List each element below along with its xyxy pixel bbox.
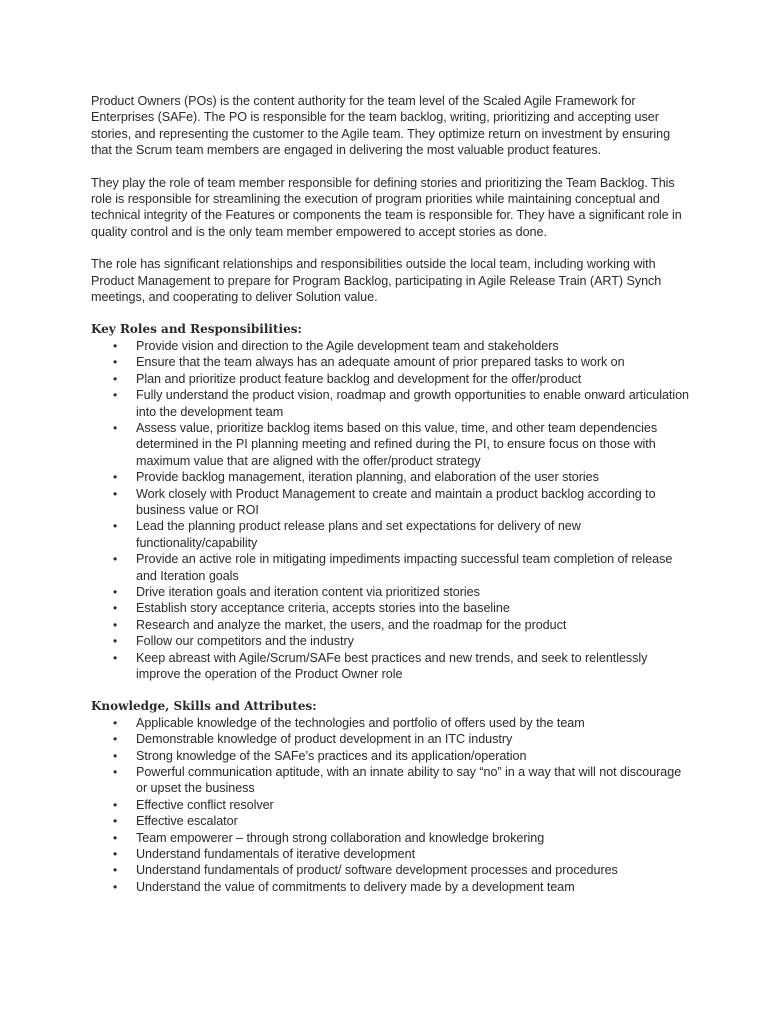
list-item: [91, 764, 691, 797]
bullet-icon: •: [113, 797, 118, 812]
bullet-icon: •: [113, 355, 118, 370]
list-item-text: Demonstrable knowledge of product development in an ITC industry: [136, 732, 513, 747]
list-item: [91, 551, 691, 584]
list-item-text: Understand fundamentals of product/ software development processes and procedures: [136, 863, 618, 878]
list-item-text: Powerful communication aptitude, with an innate ability to say “no” in a way that will not discourage or upset the business: [136, 765, 682, 796]
list-item: [91, 420, 691, 469]
key-roles-list: [91, 338, 691, 683]
document-page: [91, 93, 691, 911]
bullet-icon: •: [113, 814, 118, 829]
intro-paragraph-2: They play the role of team member responsible for defining stories and prioritizing the Team Backlog. This role is responsible for streamlining the execution of program priorities while maintaining conceptual and technical integrity of the Features or components the team is responsible for. They have a significant role in quality control and is the only team member empowered to accept stories as done.: [91, 175, 682, 239]
list-item: [91, 371, 691, 387]
bullet-icon: •: [113, 519, 118, 534]
bullet-icon: •: [113, 830, 118, 845]
bullet-icon: •: [113, 879, 118, 894]
list-item: [91, 338, 691, 354]
list-item: [91, 633, 691, 649]
bullet-icon: •: [113, 715, 118, 730]
key-roles-heading: Key Roles and Responsibilities:: [91, 322, 302, 337]
list-item-text: Team empowerer – through strong collaboration and knowledge brokering: [136, 830, 545, 845]
bullet-icon: •: [113, 470, 118, 485]
bullet-icon: •: [113, 748, 118, 763]
list-item-text: Understand fundamentals of iterative development: [136, 847, 416, 862]
list-item: [91, 879, 691, 895]
list-item-text: Ensure that the team always has an adequate amount of prior prepared tasks to work on: [136, 355, 625, 370]
bullet-icon: •: [113, 584, 118, 599]
list-item: [91, 813, 691, 829]
bullet-icon: •: [113, 765, 118, 780]
list-item-text: Fully understand the product vision, roadmap and growth opportunities to enable onward articulation into the development team: [136, 388, 690, 419]
list-item-text: Assess value, prioritize backlog items based on this value, time, and other team dependencies determined in the PI planning meeting and refined during the PI, to ensure focus on those with maximum value that are aligned with the offer/product strategy: [136, 420, 658, 468]
bullet-icon: •: [113, 338, 118, 353]
bullet-icon: •: [113, 388, 118, 403]
list-item: [91, 715, 691, 731]
bullet-icon: •: [113, 617, 118, 632]
bullet-icon: •: [113, 371, 118, 386]
list-item: [91, 518, 691, 551]
list-item-text: Follow our competitors and the industry: [136, 634, 354, 649]
list-item: [91, 731, 691, 747]
list-item-text: Lead the planning product release plans and set expectations for delivery of new functionality/capability: [136, 519, 581, 550]
list-item-text: Establish story acceptance criteria, accepts stories into the baseline: [136, 601, 510, 616]
list-item-text: Keep abreast with Agile/Scrum/SAFe best practices and new trends, and seek to relentlessly improve the operation of the Product Owner role: [136, 650, 648, 681]
list-item: [91, 650, 691, 683]
bullet-icon: •: [113, 601, 118, 616]
list-item-text: Provide an active role in mitigating impediments impacting successful team completion of release and Iteration goals: [136, 552, 673, 583]
list-item-text: Effective conflict resolver: [136, 797, 274, 812]
list-item: [91, 469, 691, 485]
list-item-text: Provide backlog management, iteration planning, and elaboration of the user stories: [136, 470, 599, 485]
list-item-text: Work closely with Product Management to create and maintain a product backlog according to business value or ROI: [136, 486, 656, 517]
bullet-icon: •: [113, 552, 118, 567]
bullet-icon: •: [113, 486, 118, 501]
knowledge-heading: Knowledge, Skills and Attributes:: [91, 699, 317, 714]
bullet-icon: •: [113, 847, 118, 862]
list-item-text: Understand the value of commitments to delivery made by a development team: [136, 879, 575, 894]
list-item: [91, 846, 691, 862]
list-item-text: Plan and prioritize product feature backlog and development for the offer/product: [136, 371, 582, 386]
list-item-text: Research and analyze the market, the users, and the roadmap for the product: [136, 617, 567, 632]
list-item: [91, 354, 691, 370]
knowledge-list: [91, 715, 691, 895]
list-item-text: Provide vision and direction to the Agile development team and stakeholders: [136, 338, 559, 353]
list-item: [91, 797, 691, 813]
intro-paragraph-1: Product Owners (POs) is the content authority for the team level of the Scaled Agile Framework for Enterprises (SAFe). The PO is responsible for the team backlog, writing, prioritizing and accepting user stories, and representing the customer to the Agile team. They optimize return on investment by ensuring that the Scrum team members are engaged in delivering the most valuable product features.: [91, 94, 671, 158]
bullet-icon: •: [113, 420, 118, 435]
list-item: [91, 486, 691, 519]
bullet-icon: •: [113, 650, 118, 665]
list-item-text: Strong knowledge of the SAFe’s practices and its application/operation: [136, 748, 527, 763]
bullet-icon: •: [113, 732, 118, 747]
list-item: [91, 600, 691, 616]
list-item: [91, 584, 691, 600]
list-item: [91, 617, 691, 633]
list-item-text: Applicable knowledge of the technologies and portfolio of offers used by the team: [136, 715, 585, 730]
intro-paragraph-3: The role has significant relationships and responsibilities outside the local team, including working with Product Management to prepare for Program Backlog, participating in Agile Release Train (ART) Synch meetings, and cooperating to deliver Solution value.: [91, 257, 662, 305]
bullet-icon: •: [113, 863, 118, 878]
list-item: [91, 830, 691, 846]
list-item-text: Drive iteration goals and iteration content via prioritized stories: [136, 584, 480, 599]
list-item: [91, 387, 691, 420]
list-item-text: Effective escalator: [136, 814, 238, 829]
list-item: [91, 748, 691, 764]
bullet-icon: •: [113, 634, 118, 649]
list-item: [91, 862, 691, 878]
